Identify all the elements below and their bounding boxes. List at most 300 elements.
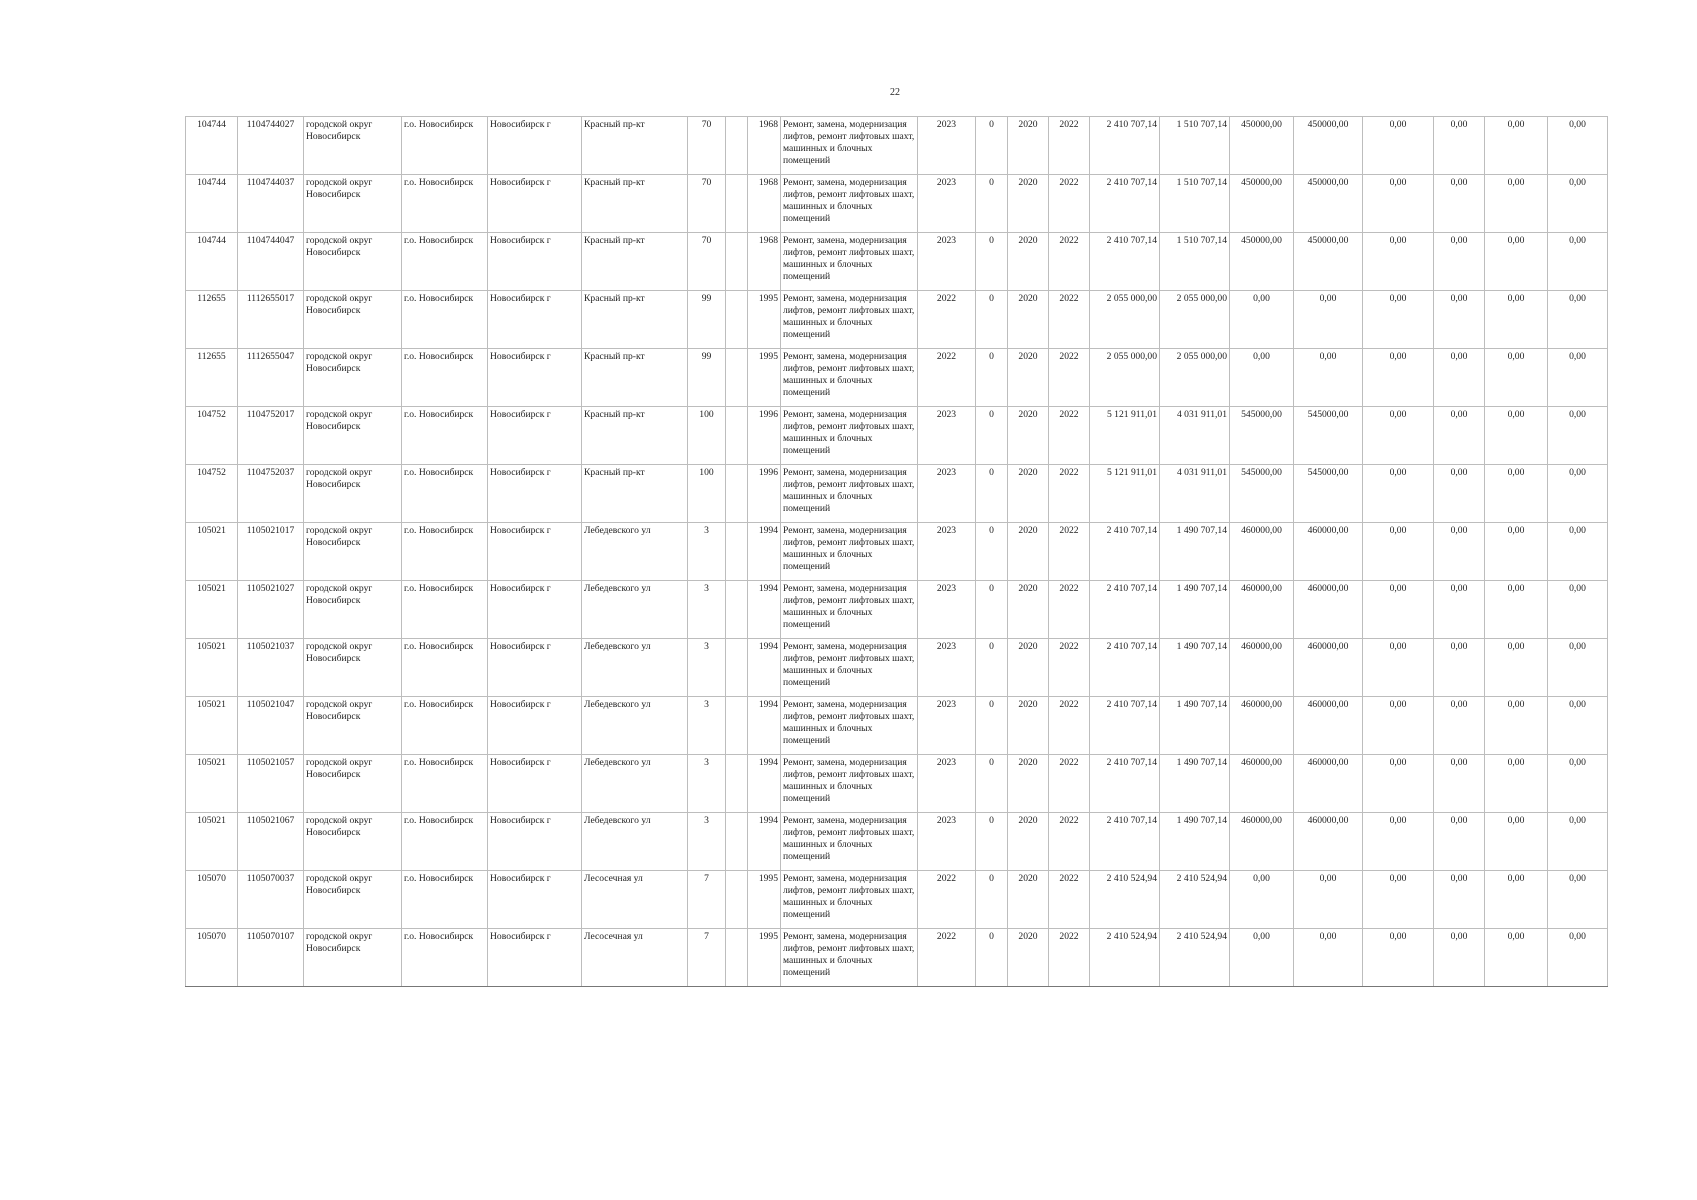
object-id-cell: 1112655047 bbox=[238, 349, 304, 407]
cost-8-cell: 0,00 bbox=[1548, 929, 1608, 987]
street-cell: Лебедевского ул bbox=[582, 813, 688, 871]
flag-cell: 0 bbox=[976, 349, 1008, 407]
cost-7-cell: 0,00 bbox=[1485, 639, 1548, 697]
plan-year-cell: 2023 bbox=[918, 755, 976, 813]
municipality-cell: городской округ Новосибирск bbox=[304, 581, 402, 639]
year-built-cell: 1995 bbox=[748, 349, 781, 407]
year-to-cell: 2022 bbox=[1049, 871, 1090, 929]
cost-4-cell: 0,00 bbox=[1294, 929, 1363, 987]
total-cost-cell: 5 121 911,01 bbox=[1090, 465, 1160, 523]
house-number-cell: 3 bbox=[688, 813, 726, 871]
year-from-cell: 2020 bbox=[1008, 117, 1049, 175]
year-built-cell: 1968 bbox=[748, 175, 781, 233]
cost-2-cell: 1 490 707,14 bbox=[1160, 639, 1230, 697]
plan-year-cell: 2022 bbox=[918, 291, 976, 349]
cost-4-cell: 460000,00 bbox=[1294, 755, 1363, 813]
house-id-cell: 105021 bbox=[186, 523, 238, 581]
cost-3-cell: 460000,00 bbox=[1230, 581, 1294, 639]
cost-3-cell: 0,00 bbox=[1230, 349, 1294, 407]
year-to-cell: 2022 bbox=[1049, 523, 1090, 581]
work-type-cell: Ремонт, замена, модернизация лифтов, ремонт лифтовых шахт, машинных и блочных помещений bbox=[781, 755, 918, 813]
house-number-cell: 3 bbox=[688, 639, 726, 697]
cost-6-cell: 0,00 bbox=[1434, 175, 1485, 233]
cost-6-cell: 0,00 bbox=[1434, 349, 1485, 407]
locality-cell: Новосибирск г bbox=[488, 291, 582, 349]
cost-6-cell: 0,00 bbox=[1434, 291, 1485, 349]
plan-year-cell: 2023 bbox=[918, 407, 976, 465]
total-cost-cell: 2 055 000,00 bbox=[1090, 349, 1160, 407]
cost-2-cell: 2 055 000,00 bbox=[1160, 349, 1230, 407]
locality-cell: Новосибирск г bbox=[488, 755, 582, 813]
house-id-cell: 112655 bbox=[186, 349, 238, 407]
object-id-cell: 1105021047 bbox=[238, 697, 304, 755]
year-built-cell: 1996 bbox=[748, 407, 781, 465]
year-built-cell: 1994 bbox=[748, 755, 781, 813]
year-from-cell: 2020 bbox=[1008, 349, 1049, 407]
cost-5-cell: 0,00 bbox=[1363, 465, 1434, 523]
cost-8-cell: 0,00 bbox=[1548, 291, 1608, 349]
cost-5-cell: 0,00 bbox=[1363, 639, 1434, 697]
year-to-cell: 2022 bbox=[1049, 813, 1090, 871]
street-cell: Лесосечная ул bbox=[582, 929, 688, 987]
flag-cell: 0 bbox=[976, 523, 1008, 581]
total-cost-cell: 2 410 707,14 bbox=[1090, 755, 1160, 813]
year-from-cell: 2020 bbox=[1008, 755, 1049, 813]
cost-2-cell: 1 490 707,14 bbox=[1160, 523, 1230, 581]
cost-2-cell: 4 031 911,01 bbox=[1160, 407, 1230, 465]
municipality-cell: городской округ Новосибирск bbox=[304, 465, 402, 523]
year-to-cell: 2022 bbox=[1049, 639, 1090, 697]
object-id-cell: 1104744047 bbox=[238, 233, 304, 291]
table-row bbox=[186, 523, 1608, 581]
work-type-cell: Ремонт, замена, модернизация лифтов, ремонт лифтовых шахт, машинных и блочных помещений bbox=[781, 697, 918, 755]
cost-6-cell: 0,00 bbox=[1434, 117, 1485, 175]
locality-cell: Новосибирск г bbox=[488, 117, 582, 175]
year-from-cell: 2020 bbox=[1008, 639, 1049, 697]
total-cost-cell: 2 410 707,14 bbox=[1090, 639, 1160, 697]
flag-cell: 0 bbox=[976, 813, 1008, 871]
cost-8-cell: 0,00 bbox=[1548, 349, 1608, 407]
flag-cell: 0 bbox=[976, 755, 1008, 813]
cost-4-cell: 450000,00 bbox=[1294, 233, 1363, 291]
cost-3-cell: 460000,00 bbox=[1230, 755, 1294, 813]
work-type-cell: Ремонт, замена, модернизация лифтов, ремонт лифтовых шахт, машинных и блочных помещений bbox=[781, 871, 918, 929]
cost-4-cell: 0,00 bbox=[1294, 291, 1363, 349]
plan-year-cell: 2023 bbox=[918, 175, 976, 233]
object-id-cell: 1105070107 bbox=[238, 929, 304, 987]
year-to-cell: 2022 bbox=[1049, 929, 1090, 987]
table-row bbox=[186, 697, 1608, 755]
cost-5-cell: 0,00 bbox=[1363, 407, 1434, 465]
object-id-cell: 1112655017 bbox=[238, 291, 304, 349]
house-id-cell: 105021 bbox=[186, 639, 238, 697]
cost-3-cell: 545000,00 bbox=[1230, 465, 1294, 523]
street-cell: Лебедевского ул bbox=[582, 755, 688, 813]
cost-8-cell: 0,00 bbox=[1548, 871, 1608, 929]
district-cell: г.о. Новосибирск bbox=[402, 349, 488, 407]
municipality-cell: городской округ Новосибирск bbox=[304, 117, 402, 175]
district-cell: г.о. Новосибирск bbox=[402, 233, 488, 291]
flag-cell: 0 bbox=[976, 639, 1008, 697]
work-type-cell: Ремонт, замена, модернизация лифтов, ремонт лифтовых шахт, машинных и блочных помещений bbox=[781, 407, 918, 465]
table-row bbox=[186, 929, 1608, 987]
total-cost-cell: 2 410 707,14 bbox=[1090, 175, 1160, 233]
table-row bbox=[186, 465, 1608, 523]
year-from-cell: 2020 bbox=[1008, 581, 1049, 639]
building-cell bbox=[726, 871, 748, 929]
house-number-cell: 70 bbox=[688, 233, 726, 291]
year-built-cell: 1994 bbox=[748, 697, 781, 755]
flag-cell: 0 bbox=[976, 175, 1008, 233]
building-cell bbox=[726, 233, 748, 291]
total-cost-cell: 2 410 524,94 bbox=[1090, 871, 1160, 929]
house-id-cell: 104744 bbox=[186, 233, 238, 291]
house-number-cell: 99 bbox=[688, 291, 726, 349]
plan-year-cell: 2023 bbox=[918, 523, 976, 581]
cost-8-cell: 0,00 bbox=[1548, 407, 1608, 465]
flag-cell: 0 bbox=[976, 465, 1008, 523]
cost-7-cell: 0,00 bbox=[1485, 117, 1548, 175]
locality-cell: Новосибирск г bbox=[488, 813, 582, 871]
table-row bbox=[186, 871, 1608, 929]
flag-cell: 0 bbox=[976, 233, 1008, 291]
house-number-cell: 3 bbox=[688, 581, 726, 639]
building-cell bbox=[726, 465, 748, 523]
object-id-cell: 1105070037 bbox=[238, 871, 304, 929]
house-number-cell: 3 bbox=[688, 755, 726, 813]
street-cell: Красный пр-кт bbox=[582, 465, 688, 523]
cost-4-cell: 0,00 bbox=[1294, 349, 1363, 407]
total-cost-cell: 2 410 707,14 bbox=[1090, 581, 1160, 639]
year-from-cell: 2020 bbox=[1008, 465, 1049, 523]
cost-8-cell: 0,00 bbox=[1548, 233, 1608, 291]
cost-5-cell: 0,00 bbox=[1363, 755, 1434, 813]
year-to-cell: 2022 bbox=[1049, 755, 1090, 813]
year-built-cell: 1994 bbox=[748, 581, 781, 639]
district-cell: г.о. Новосибирск bbox=[402, 465, 488, 523]
locality-cell: Новосибирск г bbox=[488, 407, 582, 465]
cost-4-cell: 460000,00 bbox=[1294, 813, 1363, 871]
district-cell: г.о. Новосибирск bbox=[402, 523, 488, 581]
cost-5-cell: 0,00 bbox=[1363, 813, 1434, 871]
flag-cell: 0 bbox=[976, 929, 1008, 987]
street-cell: Лебедевского ул bbox=[582, 523, 688, 581]
total-cost-cell: 2 410 707,14 bbox=[1090, 697, 1160, 755]
year-from-cell: 2020 bbox=[1008, 175, 1049, 233]
cost-6-cell: 0,00 bbox=[1434, 581, 1485, 639]
cost-3-cell: 460000,00 bbox=[1230, 697, 1294, 755]
cost-4-cell: 545000,00 bbox=[1294, 465, 1363, 523]
plan-year-cell: 2022 bbox=[918, 871, 976, 929]
cost-3-cell: 460000,00 bbox=[1230, 639, 1294, 697]
district-cell: г.о. Новосибирск bbox=[402, 407, 488, 465]
cost-5-cell: 0,00 bbox=[1363, 581, 1434, 639]
year-built-cell: 1995 bbox=[748, 871, 781, 929]
year-from-cell: 2020 bbox=[1008, 291, 1049, 349]
cost-6-cell: 0,00 bbox=[1434, 929, 1485, 987]
cost-7-cell: 0,00 bbox=[1485, 465, 1548, 523]
street-cell: Красный пр-кт bbox=[582, 407, 688, 465]
work-type-cell: Ремонт, замена, модернизация лифтов, ремонт лифтовых шахт, машинных и блочных помещений bbox=[781, 349, 918, 407]
house-number-cell: 7 bbox=[688, 871, 726, 929]
building-cell bbox=[726, 117, 748, 175]
flag-cell: 0 bbox=[976, 291, 1008, 349]
house-number-cell: 100 bbox=[688, 465, 726, 523]
street-cell: Лесосечная ул bbox=[582, 871, 688, 929]
cost-3-cell: 0,00 bbox=[1230, 929, 1294, 987]
year-to-cell: 2022 bbox=[1049, 465, 1090, 523]
cost-4-cell: 450000,00 bbox=[1294, 175, 1363, 233]
cost-2-cell: 1 490 707,14 bbox=[1160, 755, 1230, 813]
cost-2-cell: 1 510 707,14 bbox=[1160, 175, 1230, 233]
municipality-cell: городской округ Новосибирск bbox=[304, 175, 402, 233]
work-type-cell: Ремонт, замена, модернизация лифтов, ремонт лифтовых шахт, машинных и блочных помещений bbox=[781, 639, 918, 697]
cost-6-cell: 0,00 bbox=[1434, 523, 1485, 581]
house-number-cell: 70 bbox=[688, 175, 726, 233]
year-built-cell: 1994 bbox=[748, 813, 781, 871]
cost-2-cell: 1 490 707,14 bbox=[1160, 697, 1230, 755]
house-number-cell: 3 bbox=[688, 523, 726, 581]
municipality-cell: городской округ Новосибирск bbox=[304, 755, 402, 813]
building-cell bbox=[726, 407, 748, 465]
cost-7-cell: 0,00 bbox=[1485, 291, 1548, 349]
locality-cell: Новосибирск г bbox=[488, 349, 582, 407]
plan-year-cell: 2023 bbox=[918, 639, 976, 697]
total-cost-cell: 2 410 707,14 bbox=[1090, 117, 1160, 175]
flag-cell: 0 bbox=[976, 697, 1008, 755]
year-to-cell: 2022 bbox=[1049, 117, 1090, 175]
plan-year-cell: 2023 bbox=[918, 465, 976, 523]
cost-5-cell: 0,00 bbox=[1363, 697, 1434, 755]
building-cell bbox=[726, 581, 748, 639]
municipality-cell: городской округ Новосибирск bbox=[304, 291, 402, 349]
locality-cell: Новосибирск г bbox=[488, 175, 582, 233]
municipality-cell: городской округ Новосибирск bbox=[304, 639, 402, 697]
house-id-cell: 104744 bbox=[186, 175, 238, 233]
cost-7-cell: 0,00 bbox=[1485, 871, 1548, 929]
cost-8-cell: 0,00 bbox=[1548, 465, 1608, 523]
cost-3-cell: 0,00 bbox=[1230, 291, 1294, 349]
district-cell: г.о. Новосибирск bbox=[402, 175, 488, 233]
cost-3-cell: 460000,00 bbox=[1230, 813, 1294, 871]
municipality-cell: городской округ Новосибирск bbox=[304, 871, 402, 929]
cost-8-cell: 0,00 bbox=[1548, 697, 1608, 755]
house-id-cell: 105021 bbox=[186, 755, 238, 813]
year-built-cell: 1994 bbox=[748, 639, 781, 697]
cost-8-cell: 0,00 bbox=[1548, 523, 1608, 581]
work-type-cell: Ремонт, замена, модернизация лифтов, ремонт лифтовых шахт, машинных и блочных помещений bbox=[781, 291, 918, 349]
district-cell: г.о. Новосибирск bbox=[402, 697, 488, 755]
work-type-cell: Ремонт, замена, модернизация лифтов, ремонт лифтовых шахт, машинных и блочных помещений bbox=[781, 233, 918, 291]
street-cell: Красный пр-кт bbox=[582, 349, 688, 407]
cost-3-cell: 450000,00 bbox=[1230, 117, 1294, 175]
cost-6-cell: 0,00 bbox=[1434, 639, 1485, 697]
cost-6-cell: 0,00 bbox=[1434, 233, 1485, 291]
cost-2-cell: 2 055 000,00 bbox=[1160, 291, 1230, 349]
year-built-cell: 1996 bbox=[748, 465, 781, 523]
cost-5-cell: 0,00 bbox=[1363, 523, 1434, 581]
year-to-cell: 2022 bbox=[1049, 697, 1090, 755]
cost-6-cell: 0,00 bbox=[1434, 407, 1485, 465]
cost-7-cell: 0,00 bbox=[1485, 581, 1548, 639]
page-number: 22 bbox=[890, 87, 900, 98]
cost-7-cell: 0,00 bbox=[1485, 755, 1548, 813]
cost-2-cell: 1 490 707,14 bbox=[1160, 813, 1230, 871]
street-cell: Красный пр-кт bbox=[582, 233, 688, 291]
street-cell: Лебедевского ул bbox=[582, 697, 688, 755]
municipality-cell: городской округ Новосибирск bbox=[304, 407, 402, 465]
year-built-cell: 1968 bbox=[748, 117, 781, 175]
cost-2-cell: 4 031 911,01 bbox=[1160, 465, 1230, 523]
year-built-cell: 1994 bbox=[748, 523, 781, 581]
cost-7-cell: 0,00 bbox=[1485, 813, 1548, 871]
object-id-cell: 1105021017 bbox=[238, 523, 304, 581]
plan-year-cell: 2023 bbox=[918, 813, 976, 871]
cost-6-cell: 0,00 bbox=[1434, 465, 1485, 523]
house-id-cell: 105021 bbox=[186, 581, 238, 639]
municipality-cell: городской округ Новосибирск bbox=[304, 349, 402, 407]
municipality-cell: городской округ Новосибирск bbox=[304, 813, 402, 871]
district-cell: г.о. Новосибирск bbox=[402, 117, 488, 175]
year-to-cell: 2022 bbox=[1049, 175, 1090, 233]
flag-cell: 0 bbox=[976, 581, 1008, 639]
table-row bbox=[186, 175, 1608, 233]
locality-cell: Новосибирск г bbox=[488, 581, 582, 639]
year-from-cell: 2020 bbox=[1008, 813, 1049, 871]
district-cell: г.о. Новосибирск bbox=[402, 929, 488, 987]
work-type-cell: Ремонт, замена, модернизация лифтов, ремонт лифтовых шахт, машинных и блочных помещений bbox=[781, 175, 918, 233]
street-cell: Красный пр-кт bbox=[582, 291, 688, 349]
house-id-cell: 105070 bbox=[186, 929, 238, 987]
cost-4-cell: 460000,00 bbox=[1294, 697, 1363, 755]
cost-7-cell: 0,00 bbox=[1485, 929, 1548, 987]
cost-8-cell: 0,00 bbox=[1548, 581, 1608, 639]
year-to-cell: 2022 bbox=[1049, 291, 1090, 349]
cost-4-cell: 460000,00 bbox=[1294, 639, 1363, 697]
cost-5-cell: 0,00 bbox=[1363, 929, 1434, 987]
year-to-cell: 2022 bbox=[1049, 233, 1090, 291]
cost-6-cell: 0,00 bbox=[1434, 755, 1485, 813]
street-cell: Красный пр-кт bbox=[582, 117, 688, 175]
total-cost-cell: 2 410 524,94 bbox=[1090, 929, 1160, 987]
cost-8-cell: 0,00 bbox=[1548, 813, 1608, 871]
table-row bbox=[186, 349, 1608, 407]
building-cell bbox=[726, 523, 748, 581]
house-id-cell: 105070 bbox=[186, 871, 238, 929]
house-number-cell: 7 bbox=[688, 929, 726, 987]
cost-3-cell: 450000,00 bbox=[1230, 175, 1294, 233]
locality-cell: Новосибирск г bbox=[488, 523, 582, 581]
plan-year-cell: 2023 bbox=[918, 697, 976, 755]
cost-6-cell: 0,00 bbox=[1434, 697, 1485, 755]
cost-3-cell: 545000,00 bbox=[1230, 407, 1294, 465]
building-cell bbox=[726, 639, 748, 697]
locality-cell: Новосибирск г bbox=[488, 465, 582, 523]
house-id-cell: 104744 bbox=[186, 117, 238, 175]
cost-7-cell: 0,00 bbox=[1485, 407, 1548, 465]
work-type-cell: Ремонт, замена, модернизация лифтов, ремонт лифтовых шахт, машинных и блочных помещений bbox=[781, 465, 918, 523]
house-id-cell: 105021 bbox=[186, 697, 238, 755]
locality-cell: Новосибирск г bbox=[488, 697, 582, 755]
municipality-cell: городской округ Новосибирск bbox=[304, 523, 402, 581]
cost-3-cell: 450000,00 bbox=[1230, 233, 1294, 291]
cost-5-cell: 0,00 bbox=[1363, 233, 1434, 291]
work-type-cell: Ремонт, замена, модернизация лифтов, ремонт лифтовых шахт, машинных и блочных помещений bbox=[781, 813, 918, 871]
total-cost-cell: 2 410 707,14 bbox=[1090, 523, 1160, 581]
district-cell: г.о. Новосибирск bbox=[402, 871, 488, 929]
plan-year-cell: 2022 bbox=[918, 349, 976, 407]
year-built-cell: 1995 bbox=[748, 291, 781, 349]
table-row bbox=[186, 581, 1608, 639]
building-cell bbox=[726, 175, 748, 233]
flag-cell: 0 bbox=[976, 407, 1008, 465]
year-built-cell: 1968 bbox=[748, 233, 781, 291]
street-cell: Красный пр-кт bbox=[582, 175, 688, 233]
table-row bbox=[186, 407, 1608, 465]
cost-6-cell: 0,00 bbox=[1434, 871, 1485, 929]
cost-8-cell: 0,00 bbox=[1548, 117, 1608, 175]
object-id-cell: 1104744037 bbox=[238, 175, 304, 233]
year-from-cell: 2020 bbox=[1008, 407, 1049, 465]
building-cell bbox=[726, 755, 748, 813]
cost-5-cell: 0,00 bbox=[1363, 117, 1434, 175]
cost-8-cell: 0,00 bbox=[1548, 639, 1608, 697]
building-cell bbox=[726, 929, 748, 987]
municipality-cell: городской округ Новосибирск bbox=[304, 929, 402, 987]
district-cell: г.о. Новосибирск bbox=[402, 291, 488, 349]
cost-4-cell: 0,00 bbox=[1294, 871, 1363, 929]
object-id-cell: 1105021067 bbox=[238, 813, 304, 871]
year-from-cell: 2020 bbox=[1008, 697, 1049, 755]
district-cell: г.о. Новосибирск bbox=[402, 581, 488, 639]
house-id-cell: 112655 bbox=[186, 291, 238, 349]
house-id-cell: 104752 bbox=[186, 465, 238, 523]
table-row bbox=[186, 233, 1608, 291]
cost-3-cell: 0,00 bbox=[1230, 871, 1294, 929]
year-to-cell: 2022 bbox=[1049, 407, 1090, 465]
year-from-cell: 2020 bbox=[1008, 871, 1049, 929]
year-to-cell: 2022 bbox=[1049, 581, 1090, 639]
cost-2-cell: 2 410 524,94 bbox=[1160, 871, 1230, 929]
house-number-cell: 99 bbox=[688, 349, 726, 407]
municipality-cell: городской округ Новосибирск bbox=[304, 233, 402, 291]
locality-cell: Новосибирск г bbox=[488, 639, 582, 697]
house-number-cell: 3 bbox=[688, 697, 726, 755]
building-cell bbox=[726, 813, 748, 871]
cost-4-cell: 450000,00 bbox=[1294, 117, 1363, 175]
plan-year-cell: 2023 bbox=[918, 233, 976, 291]
table-row bbox=[186, 117, 1608, 175]
house-number-cell: 70 bbox=[688, 117, 726, 175]
cost-7-cell: 0,00 bbox=[1485, 175, 1548, 233]
table-row bbox=[186, 291, 1608, 349]
cost-3-cell: 460000,00 bbox=[1230, 523, 1294, 581]
registry-table bbox=[185, 116, 1608, 987]
cost-4-cell: 460000,00 bbox=[1294, 523, 1363, 581]
cost-2-cell: 1 490 707,14 bbox=[1160, 581, 1230, 639]
flag-cell: 0 bbox=[976, 871, 1008, 929]
district-cell: г.о. Новосибирск bbox=[402, 813, 488, 871]
object-id-cell: 1104752037 bbox=[238, 465, 304, 523]
year-to-cell: 2022 bbox=[1049, 349, 1090, 407]
total-cost-cell: 2 410 707,14 bbox=[1090, 233, 1160, 291]
total-cost-cell: 2 055 000,00 bbox=[1090, 291, 1160, 349]
year-from-cell: 2020 bbox=[1008, 523, 1049, 581]
district-cell: г.о. Новосибирск bbox=[402, 755, 488, 813]
cost-7-cell: 0,00 bbox=[1485, 349, 1548, 407]
table-row bbox=[186, 755, 1608, 813]
object-id-cell: 1105021037 bbox=[238, 639, 304, 697]
